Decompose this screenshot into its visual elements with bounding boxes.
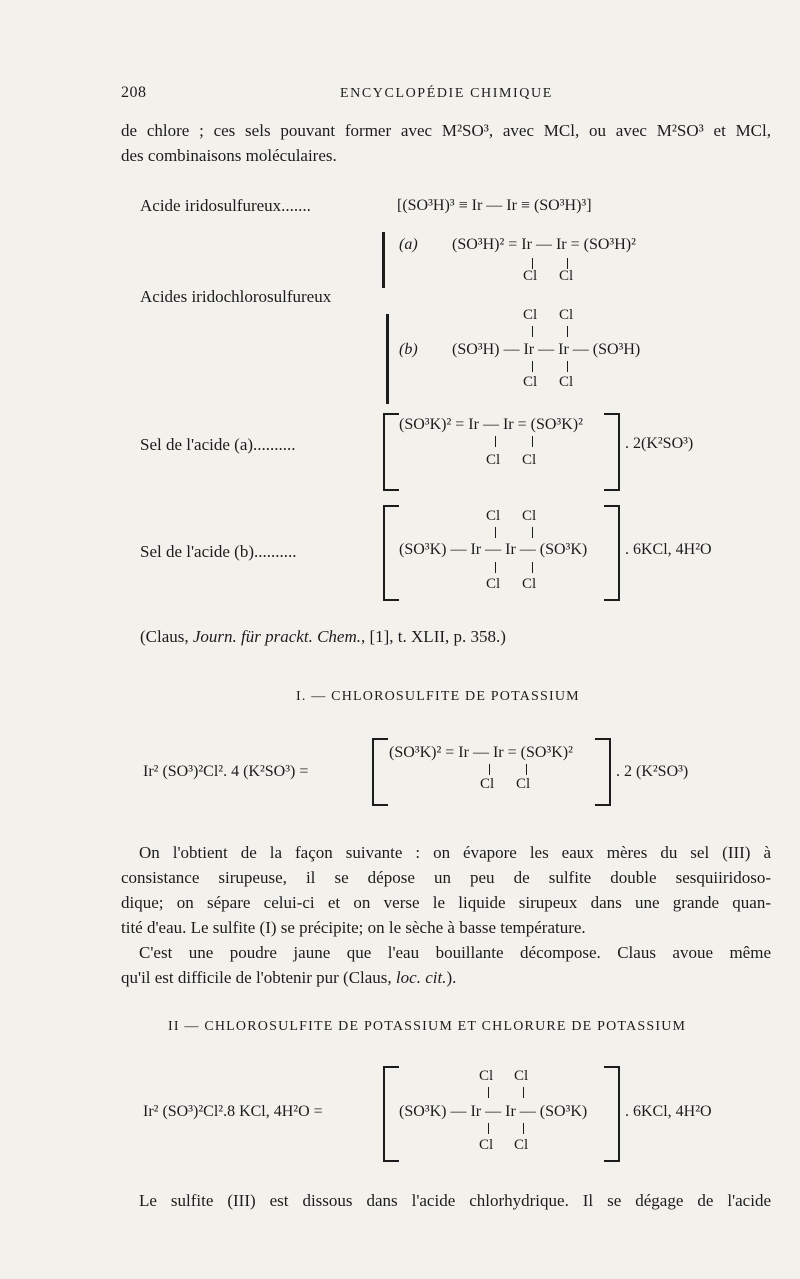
bond xyxy=(532,361,533,372)
section-1-suffix: . 2 (K²SO³) xyxy=(616,763,689,780)
bracket-right xyxy=(604,1066,620,1162)
bond xyxy=(567,361,568,372)
section-2-cl-bottom-1: Cl xyxy=(479,1137,494,1153)
sel-a-cl-1: Cl xyxy=(486,452,501,468)
section-2-formula-left: Ir² (SO³)²Cl².8 KCl, 4H²O = xyxy=(143,1103,323,1120)
bracket-left xyxy=(383,413,399,491)
sel-b-cl-bottom-1: Cl xyxy=(486,576,501,592)
bond xyxy=(532,562,533,573)
bracket-right xyxy=(604,505,620,601)
section-2-cl-bottom-2: Cl xyxy=(514,1137,529,1153)
section-2-cl-top-1: Cl xyxy=(479,1068,494,1084)
bond xyxy=(526,764,527,775)
paragraph-1-line-1: On l'obtient de la façon suivante : on évapore les eaux mères du sel (III) à xyxy=(139,843,771,862)
bond xyxy=(488,1123,489,1134)
formula-b-cl-bottom-1: Cl xyxy=(523,374,538,390)
bond xyxy=(532,436,533,447)
section-1-cl-1: Cl xyxy=(480,776,495,792)
paragraph-2-line-1: C'est une poudre jaune que l'eau bouillante décompose. Claus avoue même xyxy=(139,943,771,962)
paragraph-1-line-3: dique; on sépare celui-ci et on verse le liquide sirupeux dans une grande quan- xyxy=(121,893,771,912)
sel-a-suffix: . 2(K²SO³) xyxy=(625,435,694,452)
bond xyxy=(495,562,496,573)
bracket-right xyxy=(604,413,620,491)
citation-claus: (Claus, Journ. für prackt. Chem., [1], t. XLII, p. 358.) xyxy=(140,627,506,646)
bond xyxy=(489,764,490,775)
sel-b-formula: (SO³K) — Ir — Ir — (SO³K) xyxy=(399,541,588,558)
section-1-formula-left: Ir² (SO³)²Cl². 4 (K²SO³) = xyxy=(143,763,309,780)
bond xyxy=(495,436,496,447)
intro-paragraph xyxy=(121,118,771,168)
bond xyxy=(523,1123,524,1134)
sel-b-cl-top-2: Cl xyxy=(522,508,537,524)
section-2-suffix: . 6KCl, 4H²O xyxy=(625,1103,712,1120)
bracket-left xyxy=(383,505,399,601)
sel-acide-b-label: Sel de l'acide (b).......... xyxy=(140,542,297,561)
formula-a: (SO³H)² = Ir — Ir = (SO³H)² xyxy=(452,236,636,253)
formula-b-cl-top-2: Cl xyxy=(559,307,574,323)
bracket-left xyxy=(372,738,388,806)
acide-iridosulfureux-label: Acide iridosulfureux....... xyxy=(140,196,311,215)
brace-lower xyxy=(386,314,389,404)
formula-b-cl-bottom-2: Cl xyxy=(559,374,574,390)
acides-iridochlorosulfureux-label: Acides iridochlorosulfureux xyxy=(140,287,332,306)
brace-upper xyxy=(382,232,385,288)
paragraph-1-line-2: consistance sirupeuse, il se dépose un peu de sulfite double sesquiiridoso- xyxy=(121,868,771,887)
sel-a-cl-2: Cl xyxy=(522,452,537,468)
paragraph-2 xyxy=(121,940,771,990)
section-1-formula: (SO³K)² = Ir — Ir = (SO³K)² xyxy=(389,744,573,761)
formula-b: (SO³H) — Ir — Ir — (SO³H) xyxy=(452,341,641,358)
formula-a-cl-1: Cl xyxy=(523,268,538,284)
sel-a-formula: (SO³K)² = Ir — Ir = (SO³K)² xyxy=(399,416,583,433)
formula-b-cl-top-1: Cl xyxy=(523,307,538,323)
bond xyxy=(488,1087,489,1098)
formula-b-tag: (b) xyxy=(399,341,418,358)
formula-a-cl-2: Cl xyxy=(559,268,574,284)
paragraph-1 xyxy=(121,840,771,940)
bond xyxy=(567,326,568,337)
last-line: Le sulfite (III) est dissous dans l'acide chlorhydrique. Il se dégage de l'acide xyxy=(139,1191,771,1210)
section-2-cl-top-2: Cl xyxy=(514,1068,529,1084)
bond xyxy=(495,527,496,538)
section-1-heading: I. — CHLOROSULFITE DE POTASSIUM xyxy=(296,689,580,704)
intro-line-1: de chlore ; ces sels pouvant former avec M²SO³, avec MCl, ou avec M²SO³ et MCl, xyxy=(121,121,771,140)
formula-a-tag: (a) xyxy=(399,236,418,253)
section-2-formula: (SO³K) — Ir — Ir — (SO³K) xyxy=(399,1103,588,1120)
paragraph-2-line-2: qu'il est difficile de l'obtenir pur (Claus, loc. cit.). xyxy=(121,968,457,987)
page-number: 208 xyxy=(121,84,147,101)
bond xyxy=(532,527,533,538)
bracket-left xyxy=(383,1066,399,1162)
paragraph-1-line-4: tité d'eau. Le sulfite (I) se précipite; on le sèche à basse température. xyxy=(121,918,586,937)
sel-acide-a-label: Sel de l'acide (a).......... xyxy=(140,435,296,454)
sel-b-cl-bottom-2: Cl xyxy=(522,576,537,592)
acide-iridosulfureux-formula: [(SO³H)³ ≡ Ir — Ir ≡ (SO³H)³] xyxy=(397,197,592,214)
bond xyxy=(523,1087,524,1098)
section-2-heading: II — CHLOROSULFITE DE POTASSIUM ET CHLORURE DE POTASSIUM xyxy=(168,1019,687,1034)
sel-b-suffix: . 6KCl, 4H²O xyxy=(625,541,712,558)
bond xyxy=(532,326,533,337)
sel-b-cl-top-1: Cl xyxy=(486,508,501,524)
bracket-right xyxy=(595,738,611,806)
last-paragraph xyxy=(121,1188,771,1213)
running-title: ENCYCLOPÉDIE CHIMIQUE xyxy=(340,86,553,101)
intro-line-2: des combinaisons moléculaires. xyxy=(121,146,337,165)
section-1-cl-2: Cl xyxy=(516,776,531,792)
